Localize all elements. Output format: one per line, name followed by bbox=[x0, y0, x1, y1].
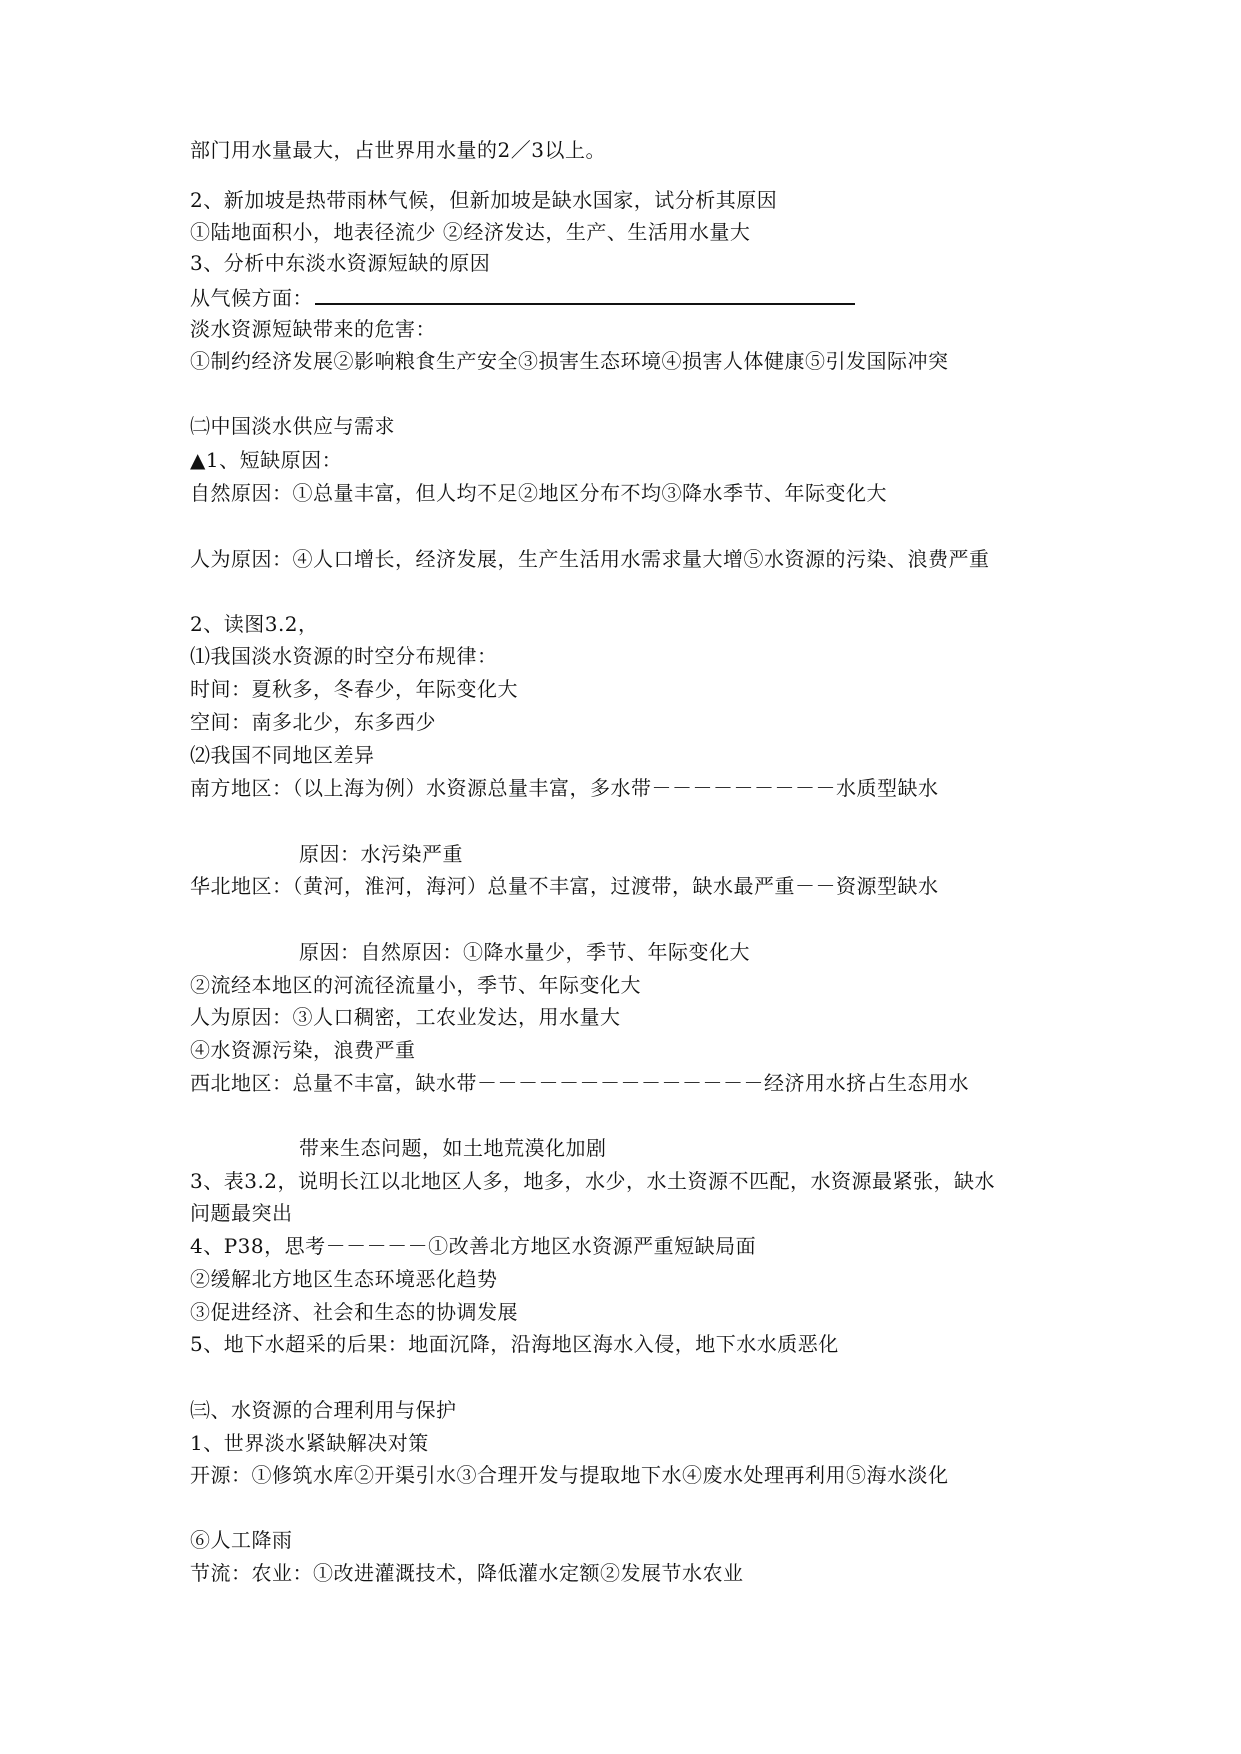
text-line: 2、读图3.2， bbox=[190, 612, 319, 636]
text-line-indented: 带来生态问题，如土地荒漠化加剧 bbox=[299, 1136, 607, 1160]
text-line: 自然原因：①总量丰富，但人均不足②地区分布不均③降水季节、年际变化大 bbox=[190, 481, 887, 505]
text-line-indented: 原因：自然原因：①降水量少，季节、年际变化大 bbox=[299, 940, 750, 964]
text-line: 5、地下水超采的后果：地面沉降，沿海地区海水入侵，地下水水质恶化 bbox=[190, 1332, 839, 1356]
text-line: ④水资源污染，浪费严重 bbox=[190, 1038, 416, 1062]
text-line: 华北地区：（黄河，淮河，海河）总量不丰富，过渡带，缺水最严重－－资源型缺水 bbox=[190, 874, 939, 898]
text-line: ⑥人工降雨 bbox=[190, 1528, 293, 1552]
section-heading: ㈢、水资源的合理利用与保护 bbox=[190, 1398, 457, 1422]
text-line: ③促进经济、社会和生态的协调发展 bbox=[190, 1300, 518, 1324]
text-line: 人为原因：③人口稠密，工农业发达，用水量大 bbox=[190, 1005, 621, 1029]
climate-label: 从气候方面： bbox=[190, 286, 313, 310]
text-line: 南方地区：（以上海为例）水资源总量丰富，多水带－－－－－－－－－水质型缺水 bbox=[190, 776, 939, 800]
text-line: 开源：①修筑水库②开渠引水③合理开发与提取地下水④废水处理再利用⑤海水淡化 bbox=[190, 1463, 949, 1487]
text-line-with-blank bbox=[190, 283, 855, 311]
text-line: 2、新加坡是热带雨林气候，但新加坡是缺水国家，试分析其原因 bbox=[190, 188, 778, 212]
section-heading: ㈡中国淡水供应与需求 bbox=[190, 414, 395, 438]
text-line: ⑵我国不同地区差异 bbox=[190, 743, 375, 767]
text-line-indented: 原因：水污染严重 bbox=[299, 842, 463, 866]
text-line: 3、表3.2，说明长江以北地区人多，地多，水少，水土资源不匹配，水资源最紧张，缺水 bbox=[190, 1169, 996, 1193]
text-line: ②流经本地区的河流径流量小，季节、年际变化大 bbox=[190, 973, 641, 997]
text-line: 时间：夏秋多，冬春少，年际变化大 bbox=[190, 677, 518, 701]
text-line: 3、分析中东淡水资源短缺的原因 bbox=[190, 251, 491, 275]
text-line: 节流：农业：①改进灌溉技术，降低灌水定额②发展节水农业 bbox=[190, 1561, 744, 1585]
answer-blank[interactable] bbox=[315, 283, 855, 305]
text-line: 淡水资源短缺带来的危害： bbox=[190, 317, 436, 341]
text-line: 问题最突出 bbox=[190, 1201, 293, 1225]
text-line: 部门用水量最大，占世界用水量的2／3以上。 bbox=[190, 138, 606, 162]
text-line: ①陆地面积小，地表径流少 ②经济发达，生产、生活用水量大 bbox=[190, 220, 751, 244]
text-line: ①制约经济发展②影响粮食生产安全③损害生态环境④损害人体健康⑤引发国际冲突 bbox=[190, 349, 949, 373]
text-line: 西北地区：总量不丰富，缺水带－－－－－－－－－－－－－－经济用水挤占生态用水 bbox=[190, 1071, 969, 1095]
text-line: ⑴我国淡水资源的时空分布规律： bbox=[190, 644, 498, 668]
text-line: ②缓解北方地区生态环境恶化趋势 bbox=[190, 1267, 498, 1291]
text-line: 人为原因：④人口增长，经济发展，生产生活用水需求量大增⑤水资源的污染、浪费严重 bbox=[190, 547, 990, 571]
text-line: 空间：南多北少，东多西少 bbox=[190, 710, 436, 734]
text-line: ▲1、短缺原因： bbox=[190, 448, 343, 472]
text-line: 4、P38，思考－－－－－①改善北方地区水资源严重短缺局面 bbox=[190, 1234, 757, 1258]
text-line: 1、世界淡水紧缺解决对策 bbox=[190, 1431, 429, 1455]
